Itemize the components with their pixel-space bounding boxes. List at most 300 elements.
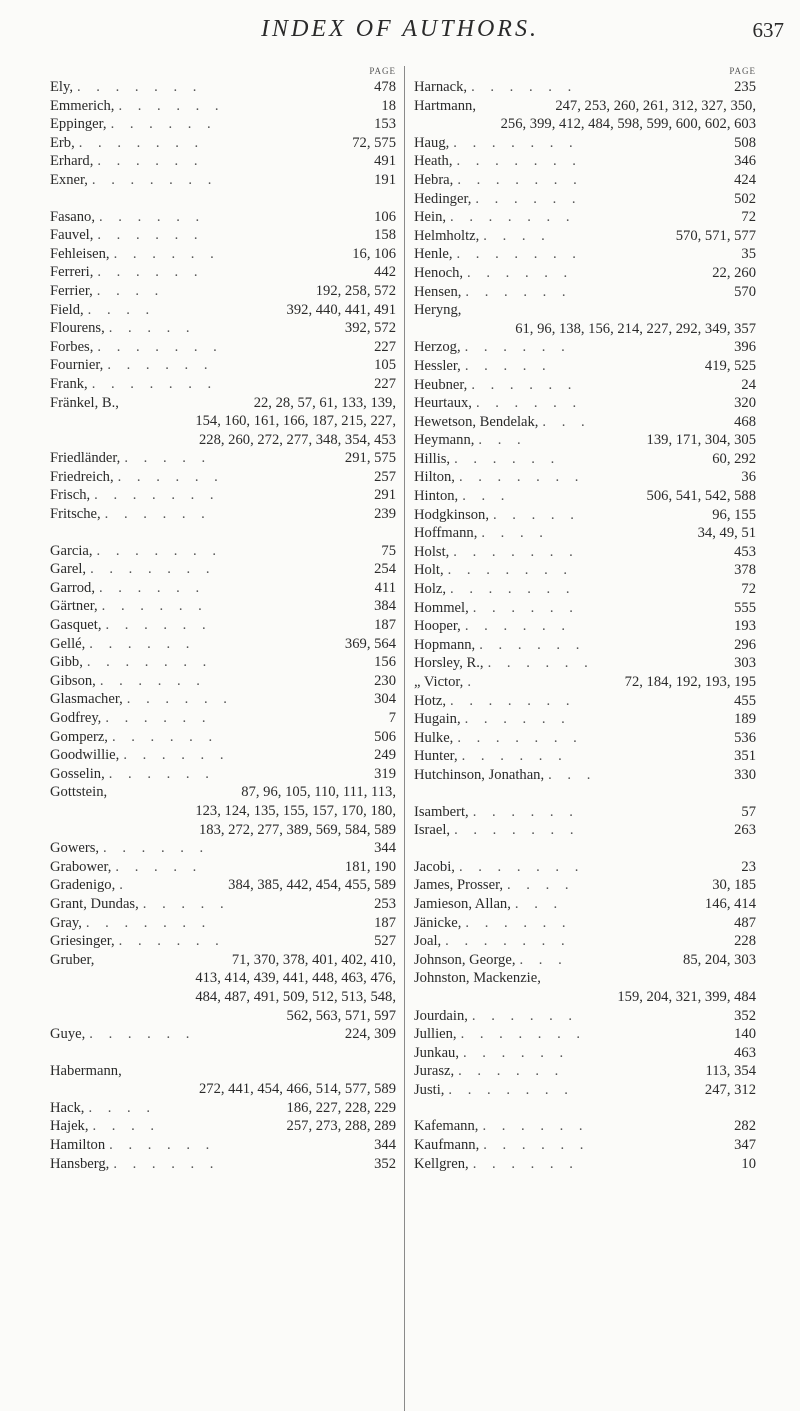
leader-dots: . . . . . . — [487, 655, 594, 672]
page-references: 106 — [374, 208, 396, 225]
author-name: Exner, — [50, 171, 88, 188]
index-entry — [50, 375, 396, 394]
leader-dots: . . . . . . . — [453, 543, 579, 560]
index-entry-row — [50, 468, 396, 487]
page-references: 72 — [741, 209, 756, 226]
index-entry — [414, 171, 756, 190]
leader-dots: . . . . . . . — [76, 79, 203, 95]
index-entry-row — [414, 1062, 756, 1081]
page-references: 34, 49, 51 — [697, 525, 756, 542]
page-references: 346 — [734, 153, 756, 170]
index-entry — [414, 376, 756, 395]
page-references: 396 — [734, 339, 756, 356]
leader-dots: . . . . . . — [105, 617, 212, 634]
page-references: 506, 541, 542, 588 — [646, 488, 756, 505]
index-entry-row — [414, 524, 756, 543]
index-entry-row — [414, 969, 756, 988]
leader-dots: . . . . . . . — [460, 1026, 587, 1043]
page-references: 291, 575 — [344, 450, 396, 467]
author-name: Gottstein, — [50, 784, 108, 801]
page-references: 181, 190 — [344, 858, 396, 875]
author-name: Garcia, — [50, 542, 93, 559]
page-references: 304 — [374, 691, 396, 708]
index-entry — [50, 914, 396, 933]
leader-dots: . . . . . . . — [91, 171, 218, 188]
author-name: Johnston, Mackenzie, — [414, 970, 541, 987]
leader-dots: . . . . . . . — [453, 134, 579, 151]
index-entry-row — [50, 709, 396, 728]
page-references: 478 — [374, 79, 396, 95]
leader-dots: . . . . . . . — [457, 171, 583, 188]
index-entry — [50, 245, 396, 264]
index-entry — [50, 1025, 396, 1044]
index-entry — [414, 468, 756, 487]
index-entry-row — [414, 543, 756, 562]
index-entry-row — [50, 765, 396, 784]
leader-dots: . . . . . . — [107, 357, 214, 374]
index-entry-row — [414, 468, 756, 487]
index-entry-row — [50, 505, 396, 524]
author-name: Garrod, — [50, 579, 95, 596]
index-entry — [50, 542, 396, 561]
index-entry-row — [414, 858, 756, 877]
page-references: 411 — [374, 579, 396, 596]
index-entry-row — [50, 1117, 396, 1136]
index-entry — [414, 951, 756, 970]
page-references: 384, 385, 442, 454, 455, 589 — [228, 877, 396, 894]
author-name: Ely, — [50, 79, 73, 95]
index-entry-row — [414, 561, 756, 580]
page-references: 506 — [374, 728, 396, 745]
page-references: 87, 96, 105, 110, 111, 113, — [241, 784, 396, 801]
leader-dots: . . . . . . . — [450, 692, 576, 709]
author-name: Hoffmann, — [414, 525, 478, 542]
index-entry — [414, 673, 756, 692]
page-references: 378 — [734, 562, 756, 579]
index-entry-row — [50, 1025, 396, 1044]
index-entry — [414, 914, 756, 933]
page-references: 156 — [374, 654, 396, 671]
leader-dots — [541, 969, 756, 988]
leader-dots: . . . . . . — [117, 468, 224, 485]
index-entry-row — [414, 1007, 756, 1026]
index-entry-row — [50, 226, 396, 245]
leader-dots: . . . . . . — [99, 672, 206, 689]
page-references: 282 — [734, 1118, 756, 1135]
index-entry-row — [414, 152, 756, 171]
author-name: Habermann, — [50, 1062, 122, 1079]
index-entry-row — [414, 729, 756, 748]
leader-dots: . . . . . . — [471, 79, 578, 95]
index-entry — [414, 190, 756, 209]
leader-dots: . . . — [519, 951, 568, 968]
author-name: Hinton, — [414, 488, 459, 505]
index-entry-row — [414, 357, 756, 376]
index-entry-row — [414, 208, 756, 227]
index-entry — [414, 394, 756, 413]
index-entry — [414, 227, 756, 246]
index-entry-row — [414, 1117, 756, 1136]
leader-dots: . . . . . . — [98, 579, 206, 596]
leader-dots: . . . . . . — [472, 803, 579, 820]
index-entry-row — [414, 932, 756, 951]
index-entry — [414, 710, 756, 729]
page-references: 158 — [374, 227, 396, 244]
index-entry-row — [414, 1044, 756, 1063]
index-entry-row — [50, 338, 396, 357]
author-name: Hooper, — [414, 618, 461, 635]
leader-dots: . . . . . . . — [86, 654, 213, 671]
index-column-left — [50, 66, 396, 1173]
author-name: Hedinger, — [414, 190, 472, 207]
index-entry-row — [50, 783, 396, 802]
index-entry — [414, 78, 756, 97]
index-entry-row — [414, 599, 756, 618]
index-entry-row — [414, 654, 756, 673]
leader-dots: . . . . . . — [126, 691, 233, 708]
leader-dots: . . . . . . — [108, 765, 215, 782]
author-name: Jamieson, Allan, — [414, 895, 511, 912]
leader-dots: . . . . . . — [111, 728, 219, 745]
index-entry-row — [50, 597, 396, 616]
index-entry — [50, 356, 396, 375]
index-entry-row — [414, 431, 756, 450]
leader-dots: . . . . . . . — [90, 561, 216, 578]
page-references: 570, 571, 577 — [675, 227, 756, 244]
page-references: 227 — [374, 375, 396, 392]
index-entry — [50, 394, 396, 450]
index-entry-row — [50, 616, 396, 635]
author-name: Fasano, — [50, 208, 95, 225]
index-entry — [50, 765, 396, 784]
index-entry-row — [414, 245, 756, 264]
index-entry — [50, 301, 396, 320]
index-entry — [50, 171, 396, 190]
page-references-continued: 154, 160, 161, 166, 187, 215, 227, — [195, 413, 396, 430]
index-entry — [50, 78, 396, 97]
index-entry-row — [414, 766, 756, 785]
leader-dots: . . . . . . . — [458, 469, 585, 486]
page-references: 191 — [374, 171, 396, 188]
page-references: 257, 273, 288, 289 — [286, 1118, 396, 1135]
page-references: 139, 171, 304, 305 — [646, 432, 756, 449]
author-name: Gasquet, — [50, 617, 102, 634]
index-entry-row — [414, 376, 756, 395]
index-entry — [414, 450, 756, 469]
page-references-continued: 413, 414, 439, 441, 448, 463, 476, — [195, 970, 396, 987]
index-entry-row — [414, 821, 756, 840]
author-name: Erb, — [50, 134, 75, 151]
page-references-continued: 159, 204, 321, 399, 484 — [617, 988, 756, 1005]
author-name: Hansberg, — [50, 1155, 110, 1172]
page-references: 186, 227, 228, 229 — [286, 1099, 396, 1116]
page-references: 254 — [374, 561, 396, 578]
index-entry-row — [414, 190, 756, 209]
leader-dots: . . . . . . . — [457, 729, 583, 746]
leader-dots: . . . . . . — [472, 599, 579, 616]
leader-dots: . . . . . . . — [447, 562, 574, 579]
leader-dots: . . . . . . — [99, 208, 206, 225]
author-name: Emmerich, — [50, 97, 115, 114]
author-name: Jacobi, — [414, 858, 455, 875]
index-entry-row — [50, 171, 396, 190]
author-name: Heryng, — [414, 302, 462, 319]
page-references-continued: 123, 124, 135, 155, 157, 170, 180, — [195, 802, 396, 819]
leader-dots: . . . . . . . — [454, 822, 580, 839]
page-references: 351 — [734, 748, 756, 765]
page-references: 22, 260 — [712, 264, 756, 281]
section-gap — [414, 1099, 756, 1117]
index-entry-row — [414, 1136, 756, 1155]
index-entry-row — [414, 506, 756, 525]
author-name: Gibson, — [50, 672, 96, 689]
index-entry-row — [50, 690, 396, 709]
page-references: 18 — [381, 97, 396, 114]
leader-dots: . . . . . . — [482, 1118, 589, 1135]
author-name: Jurasz, — [414, 1063, 455, 1080]
index-entry-row — [414, 914, 756, 933]
leader-dots: . . . . . . — [110, 116, 217, 133]
index-entry — [414, 636, 756, 655]
author-name: Junkau, — [414, 1044, 459, 1061]
index-entry-row — [414, 1155, 756, 1174]
index-entry — [50, 951, 396, 1025]
leader-dots — [94, 951, 231, 970]
page-references: 502 — [734, 190, 756, 207]
page-references: 72, 184, 192, 193, 195 — [624, 674, 756, 690]
page-references: 392, 440, 441, 491 — [286, 301, 396, 318]
author-name: Gruber, — [50, 951, 95, 968]
index-entry — [50, 115, 396, 134]
index-entry — [414, 301, 756, 338]
page-references-continued: 272, 441, 454, 466, 514, 577, 589 — [198, 1081, 396, 1098]
author-name: Garel, — [50, 561, 87, 578]
author-name: Glasmacher, — [50, 691, 123, 708]
index-entry — [414, 1062, 756, 1081]
index-entry — [414, 692, 756, 711]
author-name: Forbes, — [50, 338, 94, 355]
leader-dots: . . . . . . — [454, 450, 561, 467]
author-name: Hessler, — [414, 357, 461, 374]
index-entry-row — [414, 413, 756, 432]
page-references-continued: 562, 563, 571, 597 — [286, 1007, 396, 1024]
page-references: 96, 155 — [712, 506, 756, 523]
page-references: 247, 253, 260, 261, 312, 327, 350, — [555, 97, 756, 114]
index-column-right — [414, 66, 756, 1173]
leader-dots — [107, 783, 241, 802]
leader-dots: . . . . . . — [97, 227, 204, 244]
index-entry-row — [414, 97, 756, 116]
author-name: Helmholtz, — [414, 227, 480, 244]
author-name: Joal, — [414, 933, 442, 950]
leader-dots: . . . . . . — [464, 339, 571, 356]
leader-dots: . . . . . . — [464, 711, 571, 728]
index-entry — [414, 283, 756, 302]
page-references: 453 — [734, 543, 756, 560]
index-entry-row — [414, 747, 756, 766]
index-entry — [414, 431, 756, 450]
leader-dots: . . . . . . — [471, 376, 578, 393]
leader-dots: . . . . . . . — [96, 542, 222, 559]
index-entry — [50, 1155, 396, 1174]
leader-dots: . . . . . . — [465, 914, 572, 931]
index-entry — [50, 876, 396, 895]
leader-dots: . . . . . . . — [94, 487, 220, 504]
page-references: 10 — [741, 1155, 756, 1172]
index-entry — [50, 728, 396, 747]
leader-dots: . . . . . . — [458, 1063, 565, 1080]
author-name: Gowers, — [50, 840, 100, 857]
index-entry — [50, 895, 396, 914]
index-entry — [414, 654, 756, 673]
index-entry-row — [50, 542, 396, 561]
index-entry-row — [50, 449, 396, 468]
leader-dots: . . . . . . — [471, 1007, 579, 1024]
page-references: 235 — [734, 79, 756, 95]
index-entry — [50, 505, 396, 524]
index-entry — [414, 747, 756, 766]
index-entry-row — [414, 895, 756, 914]
leader-dots: . . . — [548, 766, 597, 783]
author-name: Hulke, — [414, 729, 454, 746]
leader-dots: . . . . . — [115, 858, 203, 875]
author-name: Fritsche, — [50, 506, 101, 523]
index-entry — [50, 97, 396, 116]
index-entry-row — [50, 1155, 396, 1174]
index-entry-row — [414, 227, 756, 246]
author-name: Hugain, — [414, 711, 461, 728]
leader-dots: . . . . . . . — [456, 246, 582, 263]
index-entry — [50, 134, 396, 153]
page-references: 303 — [734, 655, 756, 672]
leader-dots: . . . . . . — [465, 283, 572, 300]
index-entry-row — [414, 1025, 756, 1044]
page-references: 187 — [374, 914, 396, 931]
index-entry-row — [50, 486, 396, 505]
index-entry — [414, 134, 756, 153]
index-entry-row — [414, 487, 756, 506]
leader-dots: . . . . . . — [89, 635, 196, 652]
index-entry — [414, 932, 756, 951]
author-name: Hutchinson, Jonathan, — [414, 766, 545, 783]
page-header — [0, 16, 800, 46]
leader-dots: . . . . . — [124, 450, 212, 467]
index-entry — [50, 746, 396, 765]
index-entry-row — [50, 895, 396, 914]
index-entry — [50, 597, 396, 616]
author-name: Grant, Dundas, — [50, 895, 139, 912]
index-entry — [414, 1117, 756, 1136]
leader-dots: . . . . . . . — [91, 375, 218, 392]
page-references: 24 — [741, 376, 756, 393]
index-entry — [50, 616, 396, 635]
leader-dots: . . . . — [88, 1099, 156, 1116]
page-references: 263 — [734, 822, 756, 839]
index-entry — [414, 208, 756, 227]
page-references: 570 — [734, 283, 756, 300]
page-references: 536 — [734, 729, 756, 746]
page-references: 319 — [374, 765, 396, 782]
index-entry-row — [414, 803, 756, 822]
author-name: Gradenigo, — [50, 877, 116, 894]
page-references: 224, 309 — [344, 1026, 396, 1043]
page-references: 146, 414 — [704, 895, 756, 912]
index-entry-row — [50, 932, 396, 951]
author-name: „ Victor, — [414, 674, 464, 690]
page-references: 419, 525 — [704, 357, 756, 374]
index-entry — [50, 1099, 396, 1118]
page-references: 247, 312 — [704, 1081, 756, 1098]
index-entry-row — [414, 301, 756, 320]
index-entry-row — [50, 914, 396, 933]
page-references: 330 — [734, 766, 756, 783]
column-page-label: PAGE — [729, 66, 756, 76]
index-entry — [50, 319, 396, 338]
page-references: 85, 204, 303 — [683, 951, 756, 968]
page-references: 320 — [734, 395, 756, 412]
author-name: Friedreich, — [50, 468, 114, 485]
author-name: Horsley, R., — [414, 655, 484, 672]
author-name: Fränkel, B., — [50, 394, 119, 411]
page-references: 257 — [374, 468, 396, 485]
leader-dots: . . . . . — [142, 895, 230, 912]
index-entry — [414, 858, 756, 877]
leader-dots: . . . . . . — [475, 395, 583, 412]
index-entry — [50, 579, 396, 598]
index-entry-row — [414, 951, 756, 970]
index-entry — [50, 932, 396, 951]
page-references: 228 — [734, 933, 756, 950]
page-references: 239 — [374, 506, 396, 523]
index-entry — [50, 468, 396, 487]
page-references: 352 — [734, 1007, 756, 1024]
leader-dots: . . . — [542, 413, 591, 430]
leader-dots: . . . . . . . — [78, 134, 205, 151]
leader-dots: . . . . . . — [123, 747, 230, 764]
index-entry-row — [414, 673, 756, 692]
page-references: 30, 185 — [712, 877, 756, 894]
author-name: Gosselin, — [50, 765, 105, 782]
author-name: Gellé, — [50, 635, 86, 652]
index-entry — [50, 1136, 396, 1155]
leader-dots: . . . — [462, 488, 511, 505]
index-entry — [414, 152, 756, 171]
author-name: Kafemann, — [414, 1118, 479, 1135]
author-name: Jänicke, — [414, 914, 462, 931]
leader-dots: . . . . . . — [461, 748, 568, 765]
page-references: 487 — [734, 914, 756, 931]
author-name: Israel, — [414, 822, 451, 839]
page-references: 369, 564 — [344, 635, 396, 652]
author-name: Ferreri, — [50, 264, 94, 281]
author-name: Johnson, George, — [414, 951, 516, 968]
index-entry-row — [50, 97, 396, 116]
author-name: Heurtaux, — [414, 395, 472, 412]
index-entry — [50, 839, 396, 858]
index-entry — [414, 524, 756, 543]
index-entry — [414, 876, 756, 895]
author-name: Erhard, — [50, 153, 94, 170]
index-entry-row — [50, 394, 396, 413]
index-entry-row — [414, 710, 756, 729]
page-references: 23 — [741, 858, 756, 875]
page-references: 253 — [374, 895, 396, 912]
index-entry — [414, 264, 756, 283]
index-entry-row — [50, 208, 396, 227]
column-page-label: PAGE — [369, 66, 396, 76]
page-references: 463 — [734, 1044, 756, 1061]
page-title: INDEX OF AUTHORS. — [261, 16, 539, 42]
